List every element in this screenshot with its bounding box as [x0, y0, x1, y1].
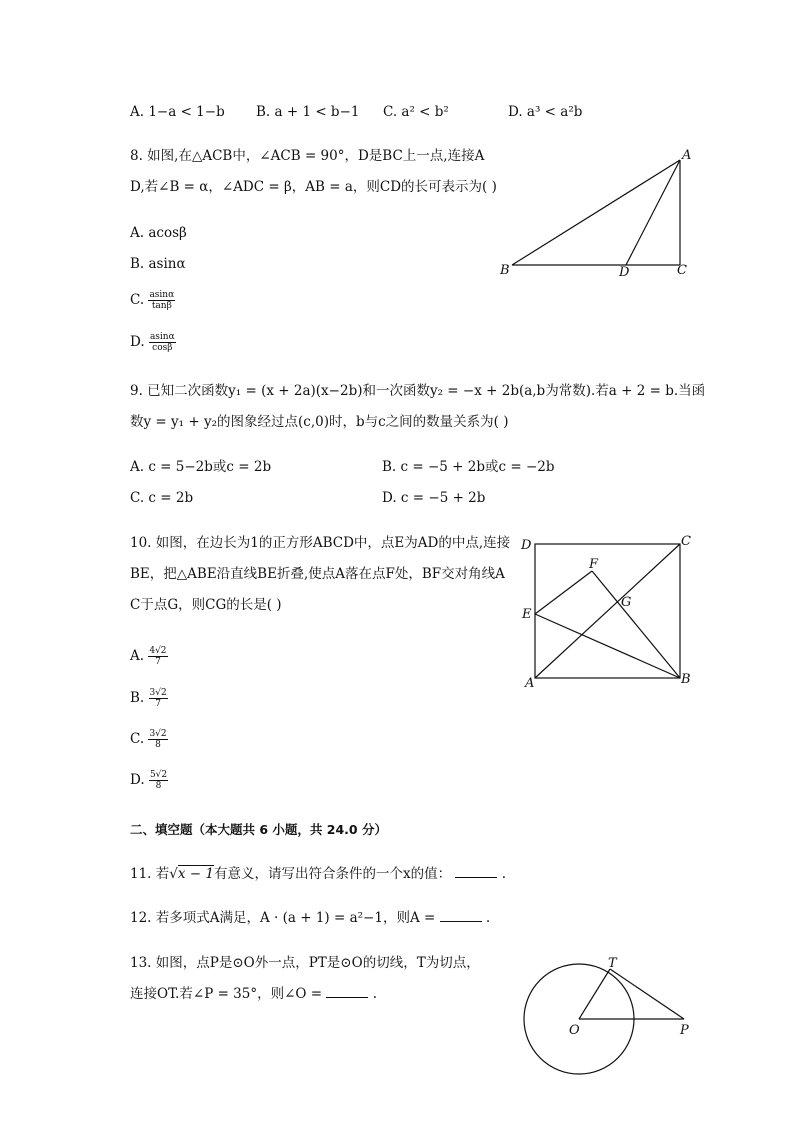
q12-text: 12. 若多项式A满足，A · (a + 1) = a²−1，则A =: [130, 910, 436, 926]
q9-stem-line1: 9. 已知二次函数y₁ = (x + 2a)(x−2b)和一次函数y₂ = −x + 2b(a,b为常数).若a + 2 = b.当函: [130, 383, 706, 399]
q10-option-a-numerator: 4√2: [149, 646, 167, 656]
q10-label-g: G: [621, 595, 632, 610]
q8-option-d-numerator: asinα: [149, 332, 175, 342]
q11-period: .: [501, 866, 506, 882]
q10-stem-line1: 10. 如图，在边长为1的正方形ABCD中，点E为AD的中点,连接: [130, 535, 511, 551]
q8-option-a: A. acosβ: [130, 225, 187, 241]
q7-option-a: A. 1−a < 1−b: [130, 104, 225, 120]
q13-label-o: O: [569, 1023, 580, 1038]
q10-option-b-denominator: 7: [155, 699, 161, 709]
q8-stem-line1: 8. 如图,在△ACB中，∠ACB = 90°，D是BC上一点,连接A: [130, 148, 485, 164]
q11-radicand: x − 1: [177, 866, 214, 882]
q10-option-a-label: A.: [130, 648, 145, 664]
q8-option-d-label: D.: [130, 334, 145, 350]
q8-stem-line2: D,若∠B = α，∠ADC = β，AB = a，则CD的长可表示为( ): [130, 179, 497, 195]
q10-option-b-label: B.: [130, 690, 145, 706]
q12-period: .: [485, 910, 491, 926]
q10-option-a-denominator: 7: [155, 657, 161, 667]
q9-option-a: A. c = 5−2b或c = 2b: [130, 459, 272, 475]
q10-option-d-denominator: 8: [155, 781, 162, 791]
q7-option-d: D. a³ < a²b: [508, 104, 583, 120]
q10-label-e: E: [522, 607, 532, 622]
q11-sqrt-sign: √: [169, 866, 178, 882]
q13-label-p: P: [680, 1023, 689, 1038]
q8-option-d-denominator: cosβ: [152, 343, 173, 353]
q8-option-c-label: C.: [130, 292, 145, 308]
q10-label-d: D: [521, 538, 532, 553]
q8-label-b: B: [500, 263, 510, 278]
q7-option-c: C. a² < b²: [383, 104, 449, 120]
q10-option-b-numerator: 3√2: [149, 688, 167, 698]
q9-option-c: C. c = 2b: [130, 490, 194, 506]
q10-option-c-denominator: 8: [155, 740, 161, 750]
q11-prefix: 11. 若: [130, 866, 170, 882]
q10-option-c-label: C.: [130, 731, 145, 747]
q8-option-b: B. asinα: [130, 256, 186, 272]
q10-option-d-label: D.: [130, 772, 145, 788]
q8-option-c-denominator: tanβ: [151, 301, 172, 311]
q13-stem-line1: 13. 如图，点P是⊙O外一点，PT是⊙O的切线，T为切点，: [130, 955, 480, 971]
q10-stem-line3: C于点G，则CG的长是( ): [130, 597, 282, 613]
q9-option-b: B. c = −5 + 2b或c = −2b: [382, 459, 555, 475]
q8-label-c: C: [677, 263, 687, 278]
q9-stem-line2: 数y = y₁ + y₂的图象经过点(c,0)时，b与c之间的数量关系为( ): [130, 414, 509, 430]
q7-option-b: B. a + 1 < b−1: [256, 104, 360, 120]
q10-label-c: C: [681, 534, 691, 549]
q10-label-a: A: [525, 676, 535, 691]
section-fill-in-heading: 二、填空题（本大题共 6 小题，共 24.0 分）: [130, 822, 387, 837]
q8-label-a: A: [682, 148, 692, 163]
q8-option-c-numerator: asinα: [149, 290, 175, 300]
q10-label-f: F: [589, 557, 599, 572]
q13-period: .: [372, 986, 377, 1002]
q13-label-t: T: [608, 956, 617, 971]
q13-tangent-pt: [610, 969, 684, 1019]
q9-option-d: D. c = −5 + 2b: [382, 490, 486, 506]
q8-label-d: D: [619, 265, 630, 280]
q13-segment-ot: [579, 969, 610, 1019]
q13-text: 连接OT.若∠P = 35°，则∠O =: [130, 986, 323, 1002]
q10-label-b: B: [681, 672, 691, 687]
q10-option-d-numerator: 5√2: [149, 770, 168, 780]
q11-suffix: 有意义，请写出符合条件的一个x的值：: [213, 866, 452, 882]
q10-stem-line2: BE，把△ABE沿直线BE折叠,使点A落在点F处，BF交对角线A: [130, 566, 505, 582]
q10-option-c-numerator: 3√2: [149, 729, 167, 739]
